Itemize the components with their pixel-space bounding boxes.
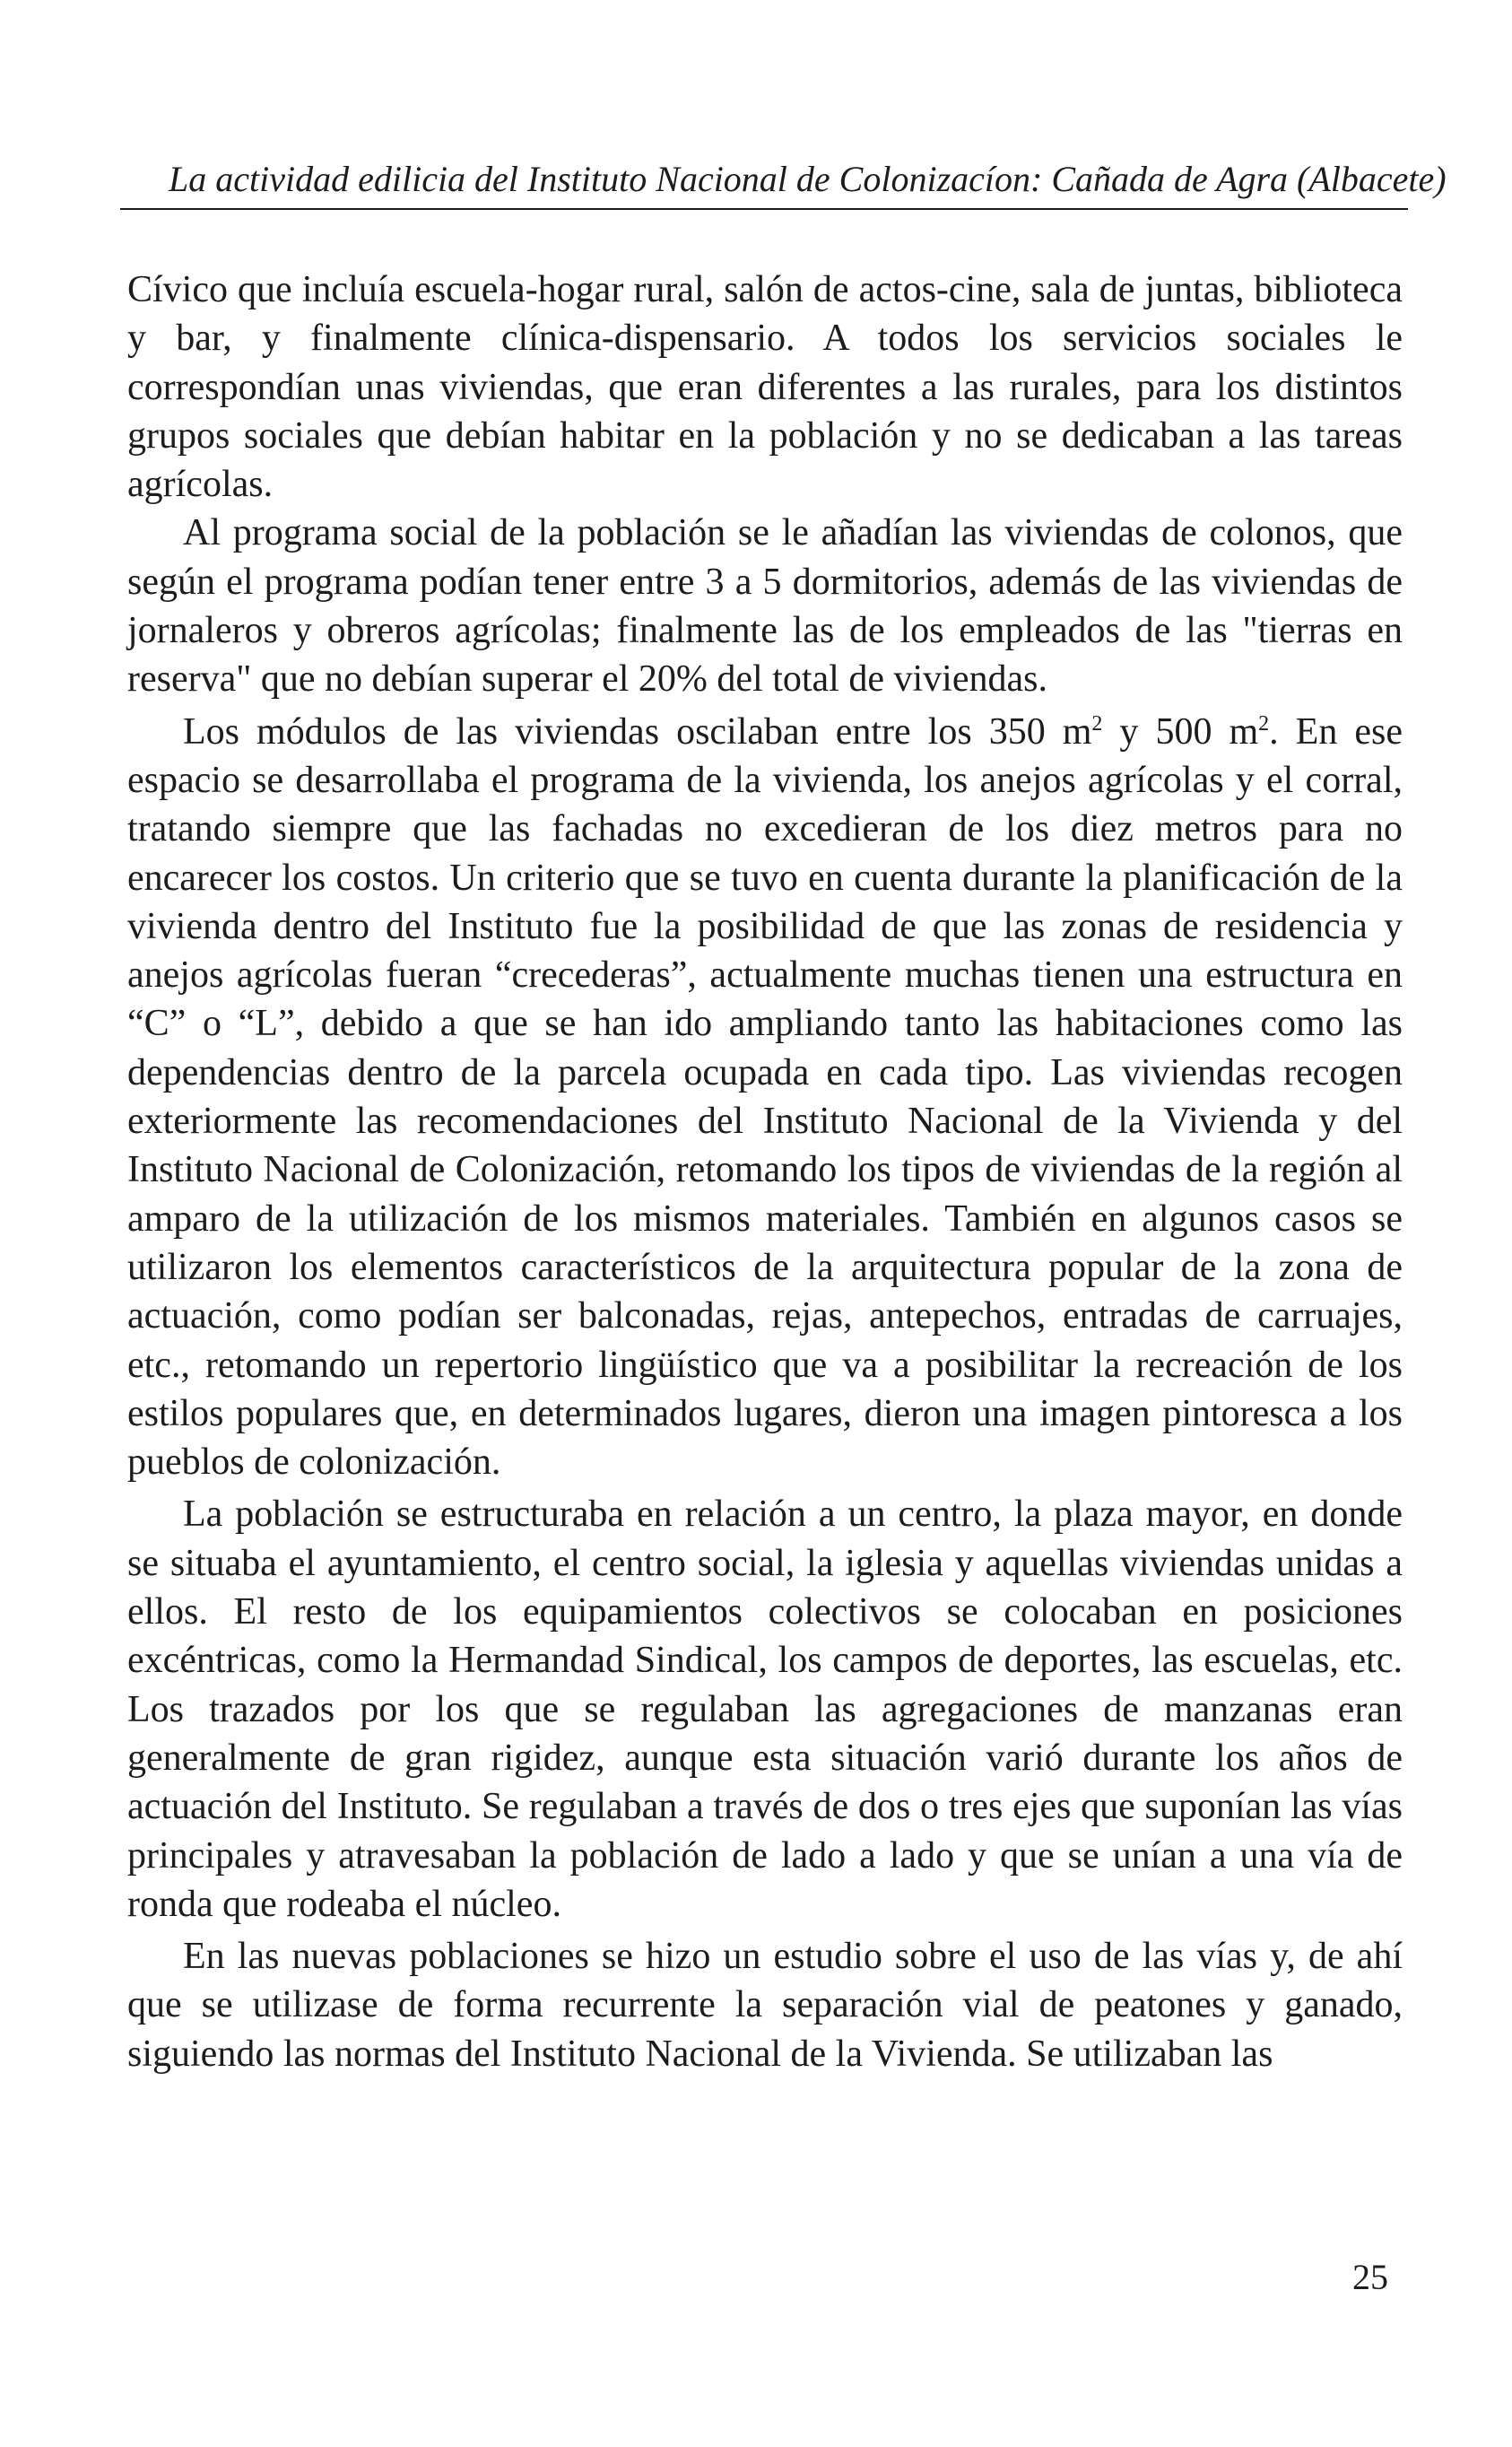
paragraph-3 (127, 708, 1403, 1487)
header-rule (120, 208, 1408, 210)
page-number: 25 (1352, 2257, 1388, 2297)
paragraph-2: Al programa social de la población se le añadían las viviendas de colonos, que según el programa podían tener entre 3 a 5 dormitorios, además de las viviendas de jornaleros y obreros agrícolas; finalmente las de los empleados de las "tierras en reserva" que no debían superar el 20% del total de viviendas. (127, 512, 1403, 701)
running-header: La actividad edilicia del Instituto Nacional de Colonizacíon: Cañada de Agra (Albacete) (169, 159, 1447, 199)
superscript-squared-2: 2 (1258, 711, 1270, 736)
paragraph-3-part-a: Los módulos de las viviendas oscilaban entre los 350 m (183, 710, 1092, 753)
superscript-squared-1: 2 (1091, 711, 1103, 736)
body-text (127, 266, 1403, 2078)
paragraph-3-part-b: y 500 m (1102, 710, 1259, 753)
paragraph-1: Cívico que incluía escuela-hogar rural, salón de actos-cine, sala de juntas, biblioteca y bar, y finalmente clínica-dispensario. A todos los servicios sociales le correspondían unas viviendas, que eran diferentes a las rurales, para los distintos grupos sociales que debían habitar en la población y no se dedicaban a las tareas agrícolas. (127, 269, 1403, 506)
paragraph-5: En las nuevas poblaciones se hizo un estudio sobre el uso de las vías y, de ahí que se utilizase de forma recurrente la separación vial de peatones y ganado, siguiendo las normas del Instituto Nacional de la Vivienda. Se utilizaban las (127, 1936, 1403, 2075)
paragraph-3-part-c: . En ese espacio se desarrollaba el programa de la vivienda, los anejos agrícolas y el corral, tratando siempre que las fachadas no excedieran de los diez metros para no encarecer los costos. Un criterio que se tuvo en cuenta durante la planificación de la vivienda dentro del Instituto fue la posibilidad de que las zonas de residencia y anejos agrícolas fueran “crecederas”, actualmente muchas tienen una estructura en “C” o “L”, debido a que se han ido ampliando tanto las habitaciones como las dependencias dentro de la parcela ocupada en cada tipo. Las viviendas recogen exteriormente las recomendaciones del Instituto Nacional de la Vivienda y del Instituto Nacional de Colonización, retomando los tipos de viviendas de la región al amparo de la utilización de los mismos materiales. También en algunos casos se utilizaron los elementos característicos de la arquitectura popular de la zona de actuación, como podían ser balconadas, rejas, antepechos, entradas de carruajes, etc., retomando un repertorio lingüístico que va a posibilitar la recreación de los estilos populares que, en determinados lugares, dieron una imagen pintoresca a los pueblos de colonización. (127, 710, 1403, 1484)
paragraph-4: La población se estructuraba en relación a un centro, la plaza mayor, en donde se situaba el ayuntamiento, el centro social, la iglesia y aquellas viviendas unidas a ellos. El resto de los equipamientos colectivos se colocaban en posiciones excéntricas, como la Hermandad Sindical, los campos de deportes, las escuelas, etc. Los trazados por los que se regulaban las agregaciones de manzanas eran generalmente de gran rigidez, aunque esta situación varió durante los años de actuación del Instituto. Se regulaban a través de dos o tres ejes que suponían las vías principales y atravesaban la población de lado a lado y que se unían a una vía de ronda que rodeaba el núcleo. (127, 1493, 1403, 1925)
